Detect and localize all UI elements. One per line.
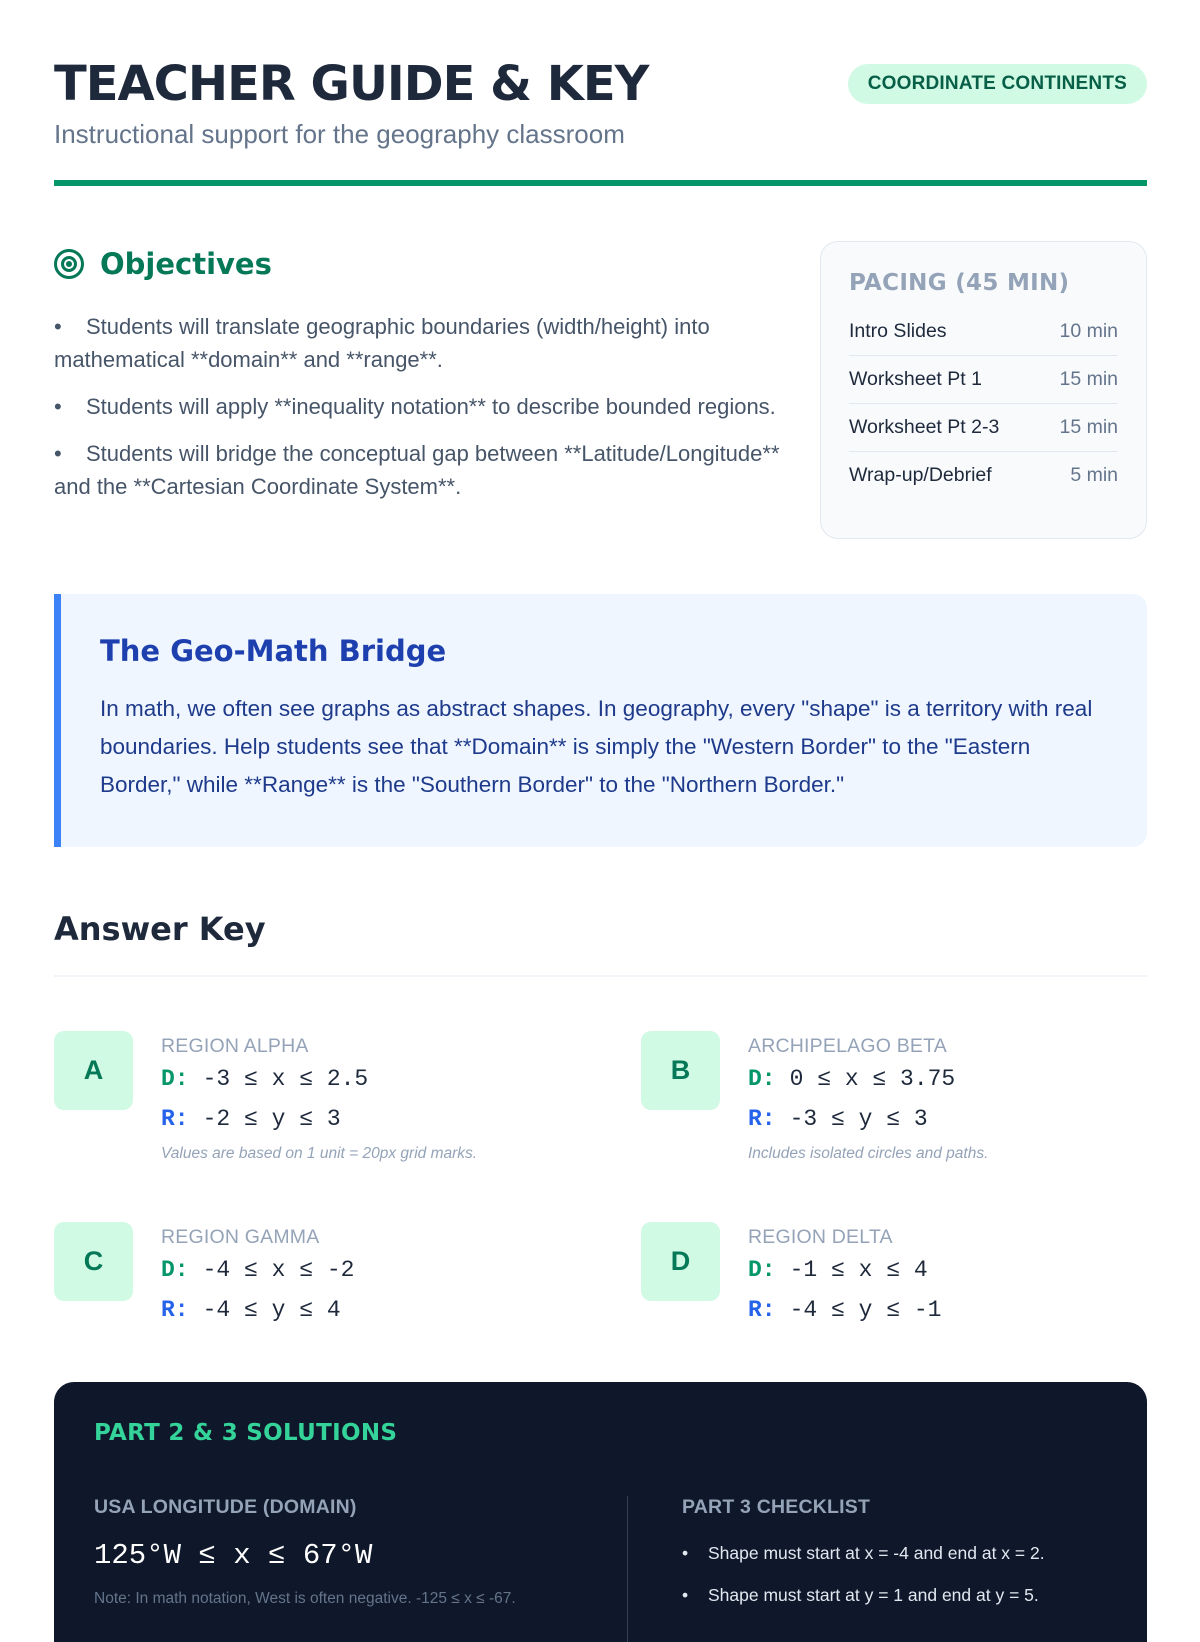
objective-text: Students will apply **inequality notation** to describe bounded regions.	[86, 394, 776, 419]
bullet-icon: •	[682, 1543, 689, 1563]
region-name: ARCHIPELAGO BETA	[748, 1035, 947, 1057]
range-value: -2 ≤ y ≤ 3	[202, 1106, 341, 1132]
list-item	[54, 310, 784, 376]
page-header	[54, 52, 1147, 192]
bridge-text: In math, we often see graphs as abstract shapes. In geography, every "shape" is a territory with real boundaries. Help students see that **Domain** is simply the "Western Border" to the "Eastern Border," while **Range** is the "Southern Border" to the "Northern Border."	[100, 696, 1093, 797]
region-name: REGION DELTA	[748, 1226, 893, 1248]
list-item	[682, 1532, 1102, 1574]
answer-key-item	[641, 1222, 1141, 1382]
region-name: REGION ALPHA	[161, 1035, 309, 1057]
domain-value: -1 ≤ x ≤ 4	[789, 1257, 928, 1283]
answer-key-title: Answer Key	[54, 910, 266, 948]
solution-heading: USA LONGITUDE (DOMAIN)	[94, 1496, 357, 1518]
domain-line	[161, 1250, 354, 1290]
range-value: -3 ≤ y ≤ 3	[789, 1106, 928, 1132]
domain-value: -4 ≤ x ≤ -2	[202, 1257, 355, 1283]
range-key: R:	[748, 1106, 776, 1132]
domain-key: D:	[748, 1257, 776, 1283]
pacing-title: PACING (45 MIN)	[849, 270, 1070, 296]
usa-longitude-column	[94, 1494, 594, 1608]
checklist-text: Shape must start at y = 1 and end at y = 5.	[708, 1585, 1039, 1605]
checklist-text: Shape must start at x = -4 and end at x = 2.	[708, 1543, 1045, 1563]
checklist	[682, 1532, 1102, 1616]
domain-key: D:	[161, 1066, 189, 1092]
objective-text: Students will bridge the conceptual gap between **Latitude/Longitude** and the **Cartesian Coordinate System**.	[54, 441, 780, 499]
objectives-list	[54, 310, 784, 503]
pacing-label: Worksheet Pt 1	[849, 368, 982, 390]
page-title: TEACHER GUIDE & KEY	[54, 56, 649, 112]
bullet-icon: •	[54, 441, 62, 466]
solutions-title: PART 2 & 3 SOLUTIONS	[94, 1420, 398, 1446]
pacing-time: 10 min	[1059, 320, 1118, 342]
geo-math-bridge-callout	[54, 594, 1147, 847]
domain-key: D:	[748, 1066, 776, 1092]
answer-body	[161, 1222, 354, 1330]
solutions-panel	[54, 1382, 1147, 1642]
target-icon	[54, 249, 84, 279]
pacing-label: Worksheet Pt 2-3	[849, 416, 1000, 438]
objectives-title: Objectives	[100, 247, 272, 281]
pacing-time: 15 min	[1059, 368, 1118, 390]
solution-note: Note: In math notation, West is often negative. -125 ≤ x ≤ -67.	[94, 1590, 516, 1607]
region-name: REGION GAMMA	[161, 1226, 320, 1248]
header-divider	[54, 180, 1147, 186]
domain-line	[161, 1059, 477, 1099]
range-key: R:	[161, 1297, 189, 1323]
pacing-time: 5 min	[1070, 464, 1118, 486]
answer-key-item	[641, 1031, 1141, 1191]
domain-value: 0 ≤ x ≤ 3.75	[789, 1066, 956, 1092]
answer-letter-badge: D	[641, 1222, 720, 1301]
domain-key: D:	[161, 1257, 189, 1283]
answer-key-divider	[54, 975, 1147, 977]
answer-body	[748, 1222, 941, 1330]
range-line	[161, 1099, 477, 1139]
page-subtitle: Instructional support for the geography classroom	[54, 119, 625, 149]
longitude-formula: 125°W ≤ x ≤ 67°W	[94, 1539, 373, 1572]
range-value: -4 ≤ y ≤ -1	[789, 1297, 942, 1323]
answer-letter-badge: B	[641, 1031, 720, 1110]
list-item	[54, 390, 784, 423]
answer-letter-badge: C	[54, 1222, 133, 1301]
range-line	[748, 1290, 941, 1330]
answer-key-item	[54, 1222, 554, 1382]
pacing-card	[820, 241, 1147, 539]
bridge-title: The Geo-Math Bridge	[100, 634, 447, 668]
range-value: -4 ≤ y ≤ 4	[202, 1297, 341, 1323]
list-item	[54, 437, 784, 503]
checklist-column	[682, 1494, 1102, 1616]
unit-badge: COORDINATE CONTINENTS	[848, 64, 1147, 104]
pacing-row	[849, 404, 1118, 452]
domain-value: -3 ≤ x ≤ 2.5	[202, 1066, 369, 1092]
checklist-heading: PART 3 CHECKLIST	[682, 1496, 871, 1518]
objective-text: Students will translate geographic boundaries (width/height) into mathematical **domain** and **range**.	[54, 314, 710, 372]
list-item	[682, 1574, 1102, 1616]
answer-body	[748, 1031, 988, 1163]
objectives-section	[54, 240, 784, 517]
pacing-row	[849, 308, 1118, 356]
column-divider	[627, 1496, 628, 1642]
pacing-label: Wrap-up/Debrief	[849, 464, 992, 486]
pacing-row	[849, 452, 1118, 499]
pacing-time: 15 min	[1059, 416, 1118, 438]
range-line	[161, 1290, 354, 1330]
range-line	[748, 1099, 988, 1139]
bullet-icon: •	[54, 314, 62, 339]
answer-note: Includes isolated circles and paths.	[748, 1145, 989, 1162]
range-key: R:	[748, 1297, 776, 1323]
pacing-label: Intro Slides	[849, 320, 947, 342]
domain-line	[748, 1059, 988, 1099]
pacing-row	[849, 356, 1118, 404]
answer-key-item	[54, 1031, 554, 1191]
objectives-heading	[54, 240, 784, 288]
domain-line	[748, 1250, 941, 1290]
answer-note: Values are based on 1 unit = 20px grid marks.	[161, 1145, 478, 1162]
answer-letter-badge: A	[54, 1031, 133, 1110]
range-key: R:	[161, 1106, 189, 1132]
bullet-icon: •	[682, 1585, 689, 1605]
bullet-icon: •	[54, 394, 62, 419]
answer-body	[161, 1031, 477, 1163]
